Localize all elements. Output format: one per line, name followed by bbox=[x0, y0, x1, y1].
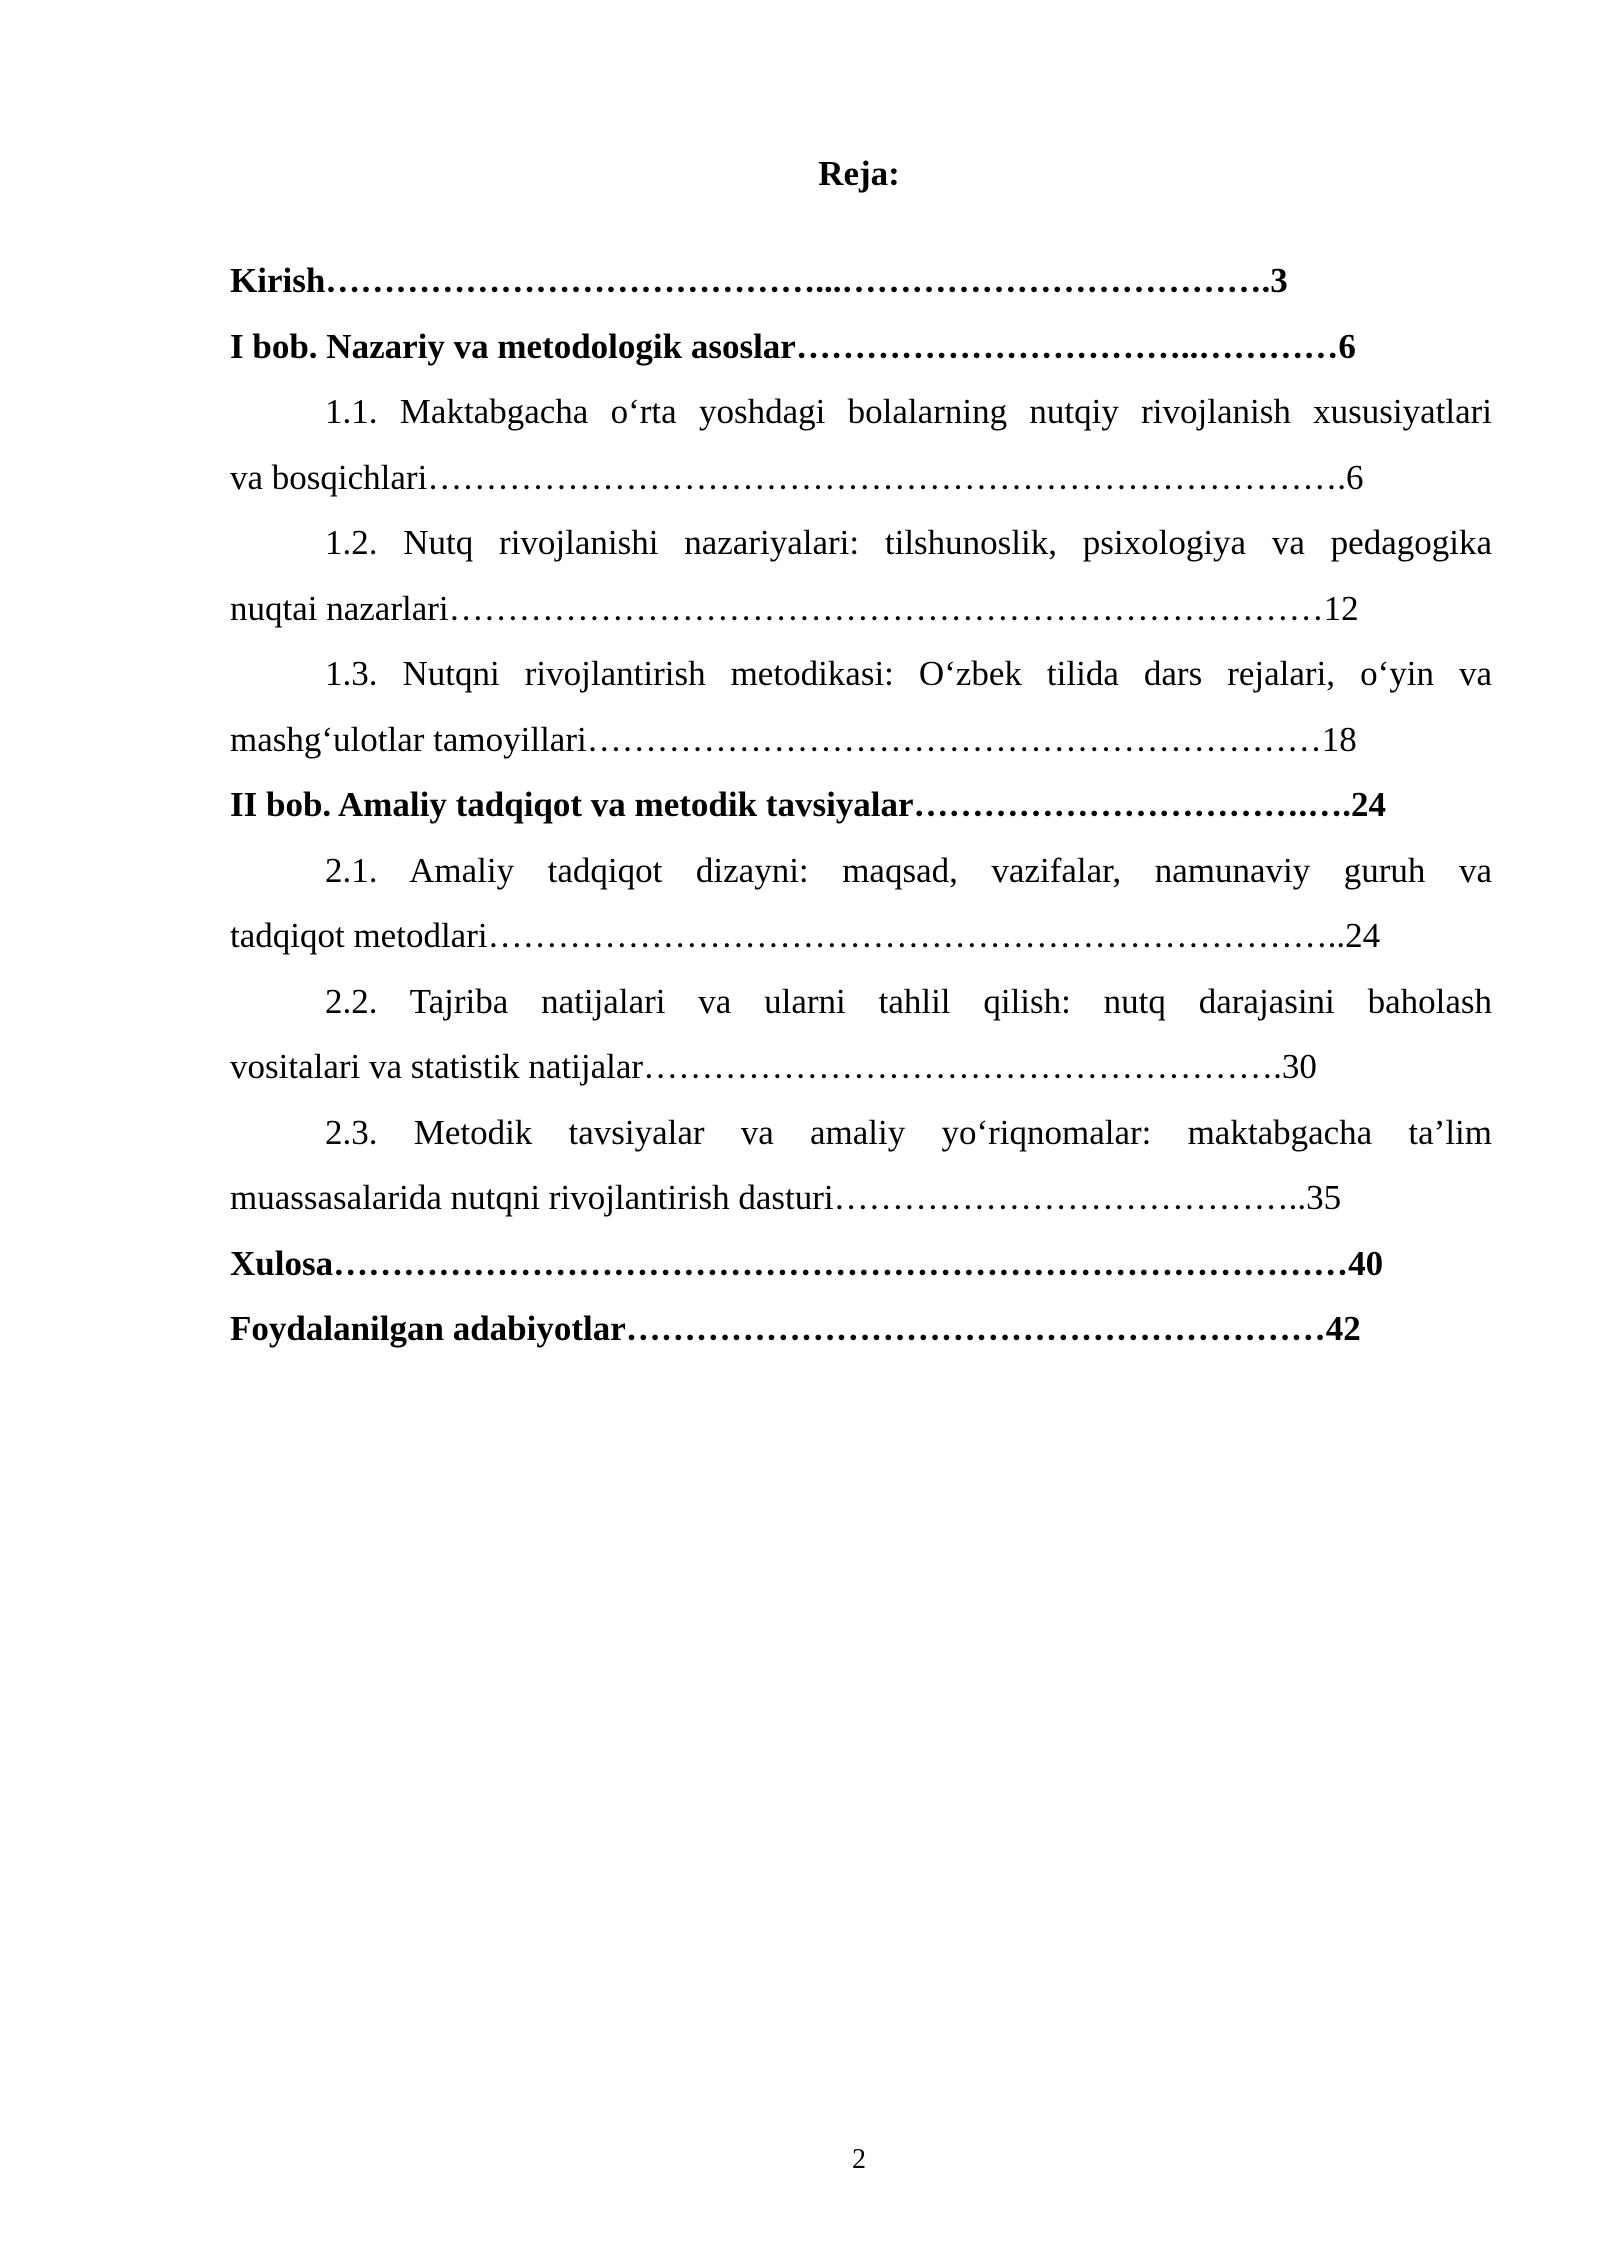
toc-entry-2-3-line-2: muassasalarida nutqni rivojlantirish dasturi…………………………………..35 bbox=[230, 1178, 1342, 1217]
toc-entry-1-2-line-1: 1.2. Nutq rivojlanishi nazariyalari: tilshunoslik, psixologiya va pedagogika bbox=[325, 523, 1492, 562]
toc-entry-1-3-line-2: mashg‘ulotlar tamoyillari………………………………………………………18 bbox=[230, 719, 1357, 759]
toc-entry-2-2-line-1: 2.2. Tajriba natijalari va ularni tahlil qilish: nutq darajasini baholash bbox=[325, 981, 1492, 1021]
toc-entry-xulosa: Xulosa……………………………………………………………………………40 bbox=[230, 1243, 1384, 1283]
toc-entry-2-2-line-2: vositalari va statistik natijalar……………………………………………….30 bbox=[230, 1047, 1317, 1086]
toc-entry-chapter-1: I bob. Nazariy va metodologik asoslar……………………………..…………6 bbox=[230, 326, 1356, 366]
page-title: Reja: bbox=[818, 154, 900, 193]
page-number: 2 bbox=[852, 2144, 866, 2175]
toc-entry-kirish: Kirish……………………………………...……………………………….3 bbox=[230, 261, 1288, 300]
table-of-contents bbox=[230, 248, 1492, 1362]
toc-entry-1-3-line-1: 1.3. Nutqni rivojlantirish metodikasi: O‘zbek tilida dars rejalari, o‘yin va bbox=[325, 654, 1492, 693]
toc-entry-1-1-line-2: va bosqichlari…………………………………………………………………….6 bbox=[230, 457, 1364, 497]
toc-entry-2-1-line-1: 2.1. Amaliy tadqiqot dizayni: maqsad, vazifalar, namunaviy guruh va bbox=[325, 850, 1492, 890]
toc-entry-chapter-2: II bob. Amaliy tadqiqot va metodik tavsiyalar…………………………….….24 bbox=[230, 785, 1387, 824]
toc-entry-2-3-line-1: 2.3. Metodik tavsiyalar va amaliy yo‘riqnomalar: maktabgacha ta’lim bbox=[325, 1112, 1492, 1152]
toc-entry-2-1-line-2: tadqiqot metodlari………………………………………………………………..24 bbox=[230, 916, 1381, 955]
toc-entry-1-1-line-1: 1.1. Maktabgacha o‘rta yoshdagi bolalarning nutqiy rivojlanish xususiyatlari bbox=[325, 392, 1492, 431]
toc-entry-1-2-line-2: nuqtai nazarlari…………………………………………………………………12 bbox=[230, 588, 1359, 628]
toc-entry-adabiyotlar: Foydalanilgan adabiyotlar……………………………………………………42 bbox=[230, 1309, 1361, 1348]
